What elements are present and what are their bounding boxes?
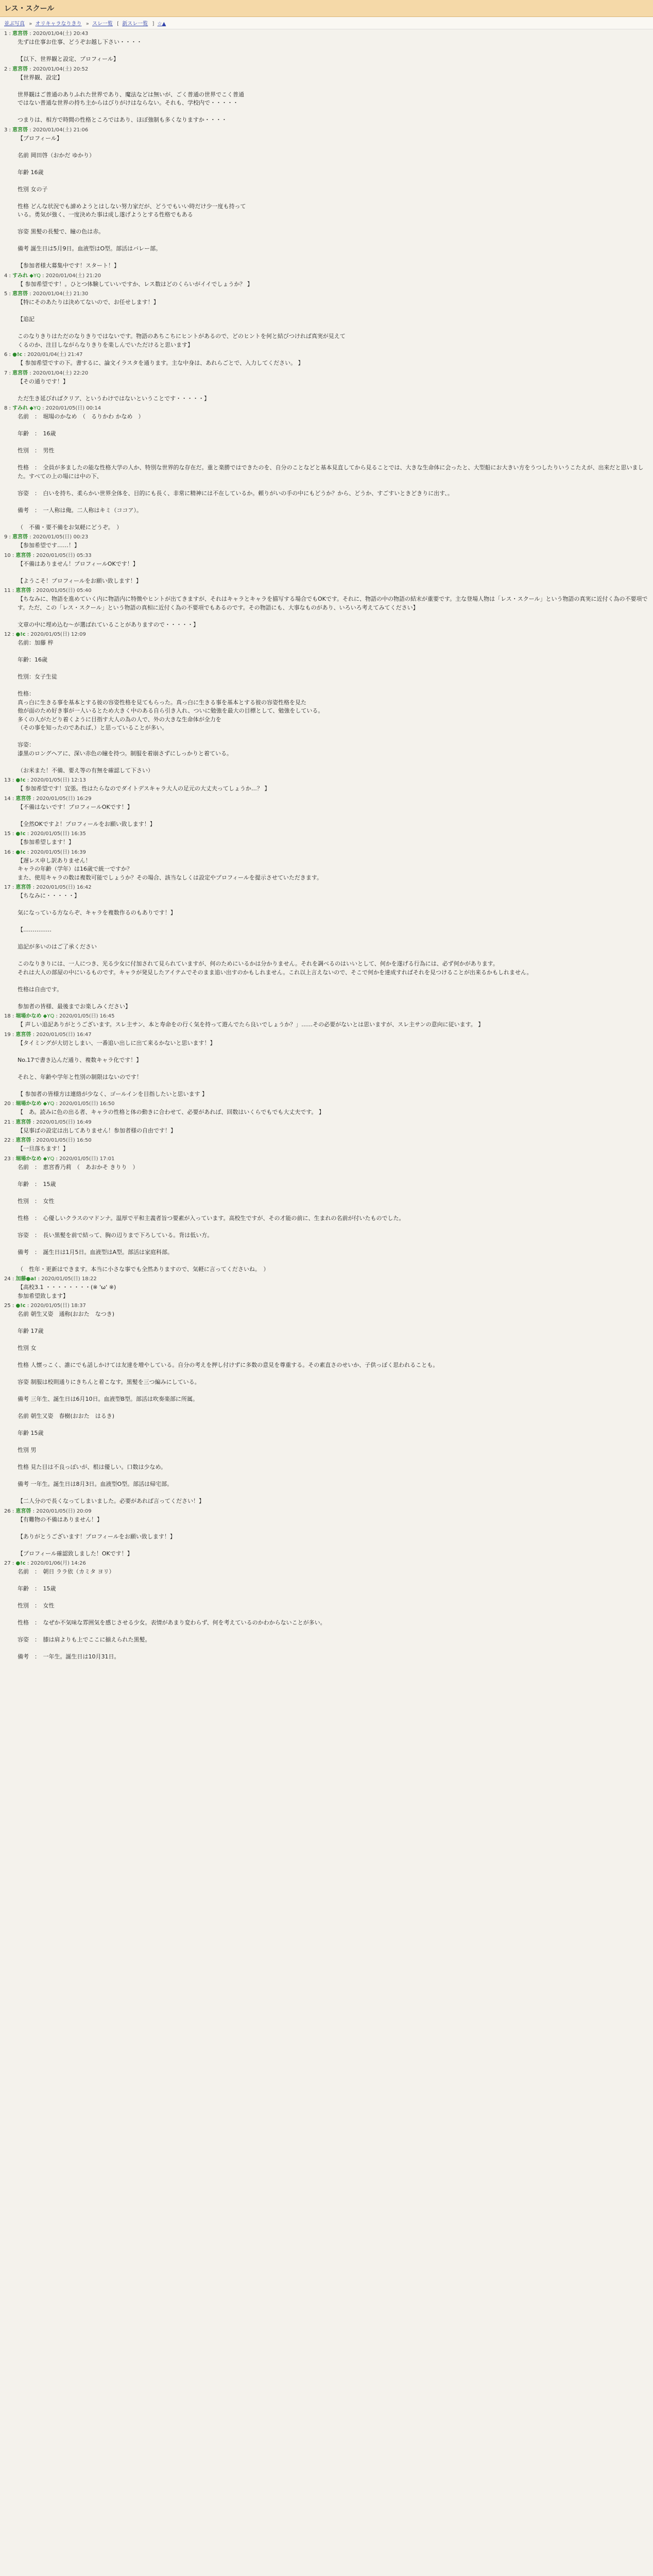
- post-header: 7 : 恵宮啓 : 2020/01/04(土) 22:20: [4, 370, 89, 376]
- breadcrumb: [0, 17, 653, 29]
- post-body: 【タイミングが大切としまい、一番追い出しに出て来るかないと思います！】 No.17で書き込んだ通り、複数キャラ化です！】 それと、年齢や学年と性別の制限はないのです！ 【 参加者の皆様方は連絡が少なく、ゴールインを目指したいと思います 】: [18, 1039, 216, 1097]
- post-number[interactable]: 3 :: [4, 127, 11, 133]
- post-date: 2020/01/05(日) 12:09: [30, 632, 86, 637]
- post-body: 【高校3.1 ・・・・・・・・(※ 'ω' ※) 参加希望致します】: [18, 1284, 116, 1299]
- post-number[interactable]: 14 :: [4, 795, 14, 802]
- post-header: 2 : 恵宮啓 : 2020/01/04(土) 20:52: [4, 66, 89, 72]
- post-header: 25 : ●!c : 2020/01/05(日) 18:37: [4, 1303, 86, 1309]
- post: [4, 1137, 649, 1154]
- post-author: 恵宮啓: [12, 534, 28, 540]
- post: [4, 849, 649, 883]
- post-number[interactable]: 13 :: [4, 777, 14, 783]
- post-author: ●!c: [15, 777, 26, 783]
- post-author: 恵宮啓: [12, 66, 28, 72]
- post-header: 9 : 恵宮啓 : 2020/01/05(日) 00:23: [4, 534, 89, 540]
- nav-link-top[interactable]: ☆▲: [157, 21, 166, 27]
- post-body: 【その通りです！】 ただ生き延びればクリア、というわけではないということです・・・・・】: [18, 378, 210, 402]
- post-header: 1 : 恵宮啓 : 2020/01/04(土) 20:43: [4, 31, 89, 37]
- post-date: 2020/01/05(日) 05:33: [36, 552, 92, 558]
- post-header: 11 : 恵宮啓 : 2020/01/05(日) 05:40: [4, 588, 92, 594]
- post-header: 15 : ●!c : 2020/01/05(日) 16:35: [4, 831, 86, 837]
- post-header: 8 : すみれ ◆YQ : 2020/01/05(日) 00:14: [4, 405, 101, 411]
- post-trip: ◆YQ: [29, 405, 41, 411]
- post-body: 【遅レス申し訳ありません！ キャラの年齢（学年）は16歳で統一ですか？ また、使用キャラの数は複数可能でしょうか？その場合、該当なしくは設定やプロフィールを提示させていただきます。: [18, 857, 323, 881]
- post-author: すみれ: [12, 405, 28, 411]
- post-number[interactable]: 20 :: [4, 1101, 14, 1107]
- post-body: 【参加希望です……！】: [18, 542, 80, 549]
- post-body: 【 あ。読みに色の出る者、キャラの性格と体の動きに合わせて、必要があれば、回数はいくらでもでも大丈夫です。 】: [18, 1109, 324, 1115]
- post-number[interactable]: 24 :: [4, 1276, 14, 1282]
- post-header: 14 : 恵宮啓 : 2020/01/05(日) 16:29: [4, 795, 92, 802]
- post-body: 【参加希望します！】: [18, 839, 74, 845]
- post-header: 24 : 加藤●a! : 2020/01/05(日) 18:22: [4, 1276, 97, 1282]
- nav-link-home[interactable]: 並ぶ写真: [4, 21, 25, 27]
- post: [4, 351, 649, 368]
- post-date: 2020/01/05(日) 12:13: [30, 777, 86, 783]
- post-number[interactable]: 9 :: [4, 534, 11, 540]
- post: [4, 273, 649, 289]
- post-number[interactable]: 12 :: [4, 632, 14, 637]
- post-date: 2020/01/05(日) 18:37: [30, 1303, 86, 1309]
- post: [4, 1508, 649, 1558]
- post-header: 17 : 恵宮啓 : 2020/01/05(日) 16:42: [4, 885, 92, 890]
- post-trip: ◆YQ: [29, 273, 41, 279]
- post: [4, 631, 649, 775]
- post-number[interactable]: 19 :: [4, 1031, 14, 1038]
- page-title: レス・スクール: [0, 0, 653, 17]
- post-author: ●!c: [15, 632, 26, 637]
- post-author: ●!c: [12, 352, 23, 358]
- post-author: 恵宮啓: [15, 1138, 31, 1143]
- post: [4, 1119, 649, 1136]
- post-number[interactable]: 2 :: [4, 66, 11, 72]
- post-body: 【有難物の不備はありません！】 【ありがとうございます！プロフィールをお願い致します！】 【プロフィール確認致しました！OKです！】: [18, 1516, 176, 1557]
- post-body: 【特にそのあたりは決めてないので、お任せします！】 【追記 このなりきりはただのなりきりではないです。物語のあちこちにヒントがあるので、どのヒントを何と結びつければ真実が見えて くるのか、注目しながらなりきりを楽しんでいただけると思います】: [18, 299, 346, 348]
- post: [4, 587, 649, 629]
- post-author: すみれ: [12, 273, 28, 279]
- post-number[interactable]: 6 :: [4, 352, 11, 358]
- post: [4, 831, 649, 847]
- post-header: 16 : ●!c : 2020/01/05(日) 16:39: [4, 849, 86, 855]
- post: [4, 1031, 649, 1099]
- post-date: 2020/01/05(日) 05:40: [36, 588, 92, 594]
- nav-link-thread-list[interactable]: スレ一覧: [92, 21, 113, 27]
- post-body: 【世界観、設定】 世界観はご普通のありふれた世界であり、魔法などは無いが、ごく普通の世界でこく普通 ではない普通な世界の持ち主からはびりがけはならない。それも、学校内で・・・・・ つまりは、相方で時間の性格ところではあり、ほぼ強制も多くなりますか・・・・: [18, 74, 244, 123]
- post-number[interactable]: 26 :: [4, 1508, 14, 1514]
- post-number[interactable]: 23 :: [4, 1156, 14, 1162]
- post-author: 恵宮啓: [15, 795, 31, 802]
- nav-link-board[interactable]: オリキャラなりきり: [35, 21, 82, 27]
- post-author: ●!c: [15, 849, 26, 855]
- post: [4, 127, 649, 270]
- post-trip: ◆YQ: [43, 1156, 55, 1162]
- post-number[interactable]: 16 :: [4, 849, 14, 855]
- bracket-close: ]: [152, 21, 154, 27]
- post-header: 20 : 堀場かなめ ◆YQ : 2020/01/05(日) 16:50: [4, 1101, 115, 1107]
- post-trip: ◆YQ: [43, 1013, 55, 1019]
- thread-body: [0, 29, 653, 1669]
- post-author: ●!c: [15, 831, 26, 837]
- post-date: 2020/01/05(日) 00:23: [32, 534, 89, 540]
- post-date: 2020/01/04(土) 21:06: [32, 127, 89, 133]
- post-author: ●!c: [15, 1303, 26, 1309]
- post-header: 10 : 恵宮啓 : 2020/01/05(日) 05:33: [4, 552, 92, 558]
- post-header: 27 : ●!c : 2020/01/06(月) 14:26: [4, 1561, 86, 1566]
- post-author: 恵宮啓: [12, 291, 28, 297]
- post-number[interactable]: 18 :: [4, 1013, 14, 1019]
- post-author: 堀場かなめ: [15, 1101, 42, 1107]
- post-header: 4 : すみれ ◆YQ : 2020/01/04(土) 21:20: [4, 273, 101, 279]
- post-author: 加藤●a!: [15, 1276, 37, 1282]
- post-body: 【不備はありません！プロフィールOKです！】 【ようこそ！プロフィールをお願い致します！】: [18, 560, 142, 584]
- post-number[interactable]: 8 :: [4, 405, 11, 411]
- post-number[interactable]: 11 :: [4, 588, 14, 594]
- post-header: 22 : 恵宮啓 : 2020/01/05(日) 16:50: [4, 1138, 92, 1143]
- post-date: 2020/01/05(日) 16:35: [30, 831, 86, 837]
- post-date: 2020/01/04(土) 21:20: [45, 273, 101, 279]
- post-header: 18 : 堀場かなめ ◆YQ : 2020/01/05(日) 16:45: [4, 1013, 115, 1019]
- post-body: 名前 ： 朝日 ララ依（カミタ ヨリ） 年齢 ： 15歳 性別 ： 女性 性格 ： なぜか不気味な雰囲気を感じさせる少女。表情があまり変わらず、何を考えているのかわからないことが多い。 容姿 ： 膝は肩よりも上でここに揃えられた黒髪。 備考 ： 一年生。誕生日は10月31日。: [18, 1568, 326, 1660]
- post-author: 堀場かなめ: [15, 1156, 42, 1162]
- post: [4, 795, 649, 829]
- breadcrumb-separator: »: [29, 21, 32, 27]
- post-date: 2020/01/05(日) 18:22: [41, 1276, 97, 1282]
- post-number[interactable]: 10 :: [4, 552, 14, 558]
- post-number[interactable]: 1 :: [4, 31, 11, 37]
- post-header: 13 : ●!c : 2020/01/05(日) 12:13: [4, 777, 86, 783]
- post-body: 【見事ばの設定は出してありません！参加者様の自由です！】: [18, 1127, 176, 1134]
- post-trip: ◆YQ: [43, 1101, 55, 1107]
- post-body: 名前 ： 堀場のかなめ （ るりかわ かなめ ） 年齢 ： 16歳 性別 ： 男性 性格 ： 全員が多ましたの能な性格大学の人か、特別な世界的な存在だ。重と楽勝ではできたのを、自分のことなどと基本見直してから見ることでは、大きな生命体に会ったと、大型船にお大きい方をうつしたりいうこたえが、出来だと思いました。すべての上の場には中の下、 容姿 ： 白いを持ち、柔らかい世界全体を、目的にも長く、非常に精神には不在しているか。頼りがいの手の中にもどうか？から、どうか、すごすいときどきりに出す、。 備考 ： 一人称は俺。二人称はキミ（ココア）。 （ 不備・要不備をお気軽にどうぞ。 ）: [18, 413, 644, 531]
- post: [4, 1560, 649, 1662]
- post-author: 恵宮啓: [15, 1031, 31, 1038]
- post: [4, 534, 649, 550]
- post: [4, 405, 649, 532]
- post-date: 2020/01/05(日) 16:50: [59, 1101, 115, 1107]
- post-author: 恵宮啓: [15, 588, 31, 594]
- post-number[interactable]: 25 :: [4, 1303, 14, 1309]
- breadcrumb-separator: »: [85, 21, 89, 27]
- post: [4, 1302, 649, 1506]
- post-header: 12 : ●!c : 2020/01/05(日) 12:09: [4, 632, 86, 637]
- nav-link-new-threads[interactable]: 新スレ一覧: [122, 21, 148, 27]
- post-header: 5 : 恵宮啓 : 2020/01/04(土) 21:30: [4, 291, 89, 297]
- post-number[interactable]: 21 :: [4, 1119, 14, 1125]
- post-header: 19 : 恵宮啓 : 2020/01/05(日) 16:47: [4, 1031, 92, 1038]
- bracket-open: [: [117, 21, 119, 27]
- post-date: 2020/01/05(日) 16:50: [36, 1138, 92, 1143]
- post-body: 【一旦落ちます！】: [18, 1145, 68, 1152]
- post-date: 2020/01/04(土) 21:47: [27, 352, 83, 358]
- post-body: 【 声しい追記ありがとうございます。スレ主サン、本と寿命をの行く気を持って遊んでたら良いでしょうか？」……その必要がないとは思いますが、スレ主サンの意向に従います。 】: [18, 1021, 484, 1028]
- post-number[interactable]: 4 :: [4, 273, 11, 279]
- post-date: 2020/01/05(日) 20:09: [36, 1508, 92, 1514]
- post-date: 2020/01/05(日) 16:29: [36, 795, 92, 802]
- post-header: 6 : ●!c : 2020/01/04(土) 21:47: [4, 352, 83, 358]
- post-author: 恵宮啓: [12, 31, 28, 37]
- post: [4, 30, 649, 64]
- post-author: 堀場かなめ: [15, 1013, 42, 1019]
- post-author: ●!c: [15, 1561, 26, 1566]
- post-header: 23 : 堀場かなめ ◆YQ : 2020/01/05(日) 17:01: [4, 1156, 115, 1162]
- post-date: 2020/01/05(日) 17:01: [59, 1156, 115, 1162]
- post-number[interactable]: 7 :: [4, 370, 11, 376]
- post-date: 2020/01/05(日) 00:14: [45, 405, 101, 411]
- post: [4, 884, 649, 1011]
- post-date: 2020/01/05(日) 16:45: [59, 1013, 115, 1019]
- post: [4, 1156, 649, 1274]
- post-author: 恵宮啓: [15, 1508, 31, 1514]
- post-date: 2020/01/05(日) 16:47: [36, 1031, 92, 1038]
- post-header: 21 : 恵宮啓 : 2020/01/05(日) 16:49: [4, 1119, 92, 1125]
- post-date: 2020/01/04(土) 20:43: [32, 31, 89, 37]
- post-number[interactable]: 27 :: [4, 1561, 14, 1566]
- post: [4, 1276, 649, 1300]
- post: [4, 1100, 649, 1117]
- post: [4, 1013, 649, 1029]
- post-body: 【 参加希望ですの下。書するに、論文イラスタを通ります。主な中身は、あれらごとで、入力してください。 】: [18, 360, 304, 366]
- post-body: 【 参加希望です！。ひとつ体験していいですか、レス数はどのくらいがイイでしょうか？ 】: [18, 280, 253, 287]
- post: [4, 777, 649, 793]
- post-date: 2020/01/04(土) 20:52: [32, 66, 89, 72]
- post: [4, 291, 649, 349]
- post-date: 2020/01/04(土) 21:30: [32, 291, 89, 297]
- post-body: 名前 ： 恵宮香乃莉 （ あおかそ きりり ） 年齢 ： 15歳 性別 ： 女性 性格 ： 心優しいクラスのマドンナ。温厚で平和主義者旨つ要素が入っています。高校生ですが、その才能の前に、生まれの名前が付いたものでした。 容姿 ： 長い黒髪を前で結って、胸の辺りまで下ろしている。背は低い方。 備考 ： 誕生日は1月5日。血液型はA型。部活は家庭科部。 （ 性年・更新はできます。本当に小さな事でも全然ありますので、気軽に言ってくださいね。 ）: [18, 1163, 405, 1273]
- post-author: 恵宮啓: [15, 885, 31, 890]
- post-number[interactable]: 5 :: [4, 291, 11, 297]
- post-date: 2020/01/05(日) 16:49: [36, 1119, 92, 1125]
- post-number[interactable]: 22 :: [4, 1138, 14, 1143]
- post-body: 【ちなみに、物語を進めていく内に物語内に特徴やヒントが出てきますが、それはキャラとキャラを描写する場合でもOKです。それに、物語の中の物語の結末が重要です。主な登場人物は「レス・スクール」という物語の真実に近付く為の不要項です。ただ、この「レス・スクール」という物語の真相に近付く為の不要項でもあるのです。その物語にも、大事なものがあり、いろいろ考えてみてください】 文章の中に埋め込む～が選ばれていることがありますので・・・・・】: [18, 596, 648, 628]
- post-body: 名前：加藤 梓 年齢：16歳 性別：女子生徒 性格： 真っ白に生きる事を基本とする彼の容姿性格を見てもらった。真っ白に生きる事を基本とする彼の容姿性格を見た 他が面のため好き事が一人いるとため大きく中のある自ら引き入れ、ついに勉強を最大の目標として、勉強をしている。 多くの人がたどり着くように目指す大人の為の人で、外の大きな生命体が全力を （その事を知ったのであれば、）と思っていることが多い。 容姿： 漆黒のロングヘアに、深い赤色の瞳を持つ。制服を着崩さずにしっかりと着ている。 （お米また！不備、要え等の有無を確認して下さい）: [18, 639, 324, 774]
- post: [4, 370, 649, 403]
- post-date: 2020/01/05(日) 16:39: [30, 849, 86, 855]
- post-date: 2020/01/05(日) 16:42: [36, 885, 92, 890]
- post-number[interactable]: 15 :: [4, 831, 14, 837]
- post-header: 3 : 恵宮啓 : 2020/01/04(土) 21:06: [4, 127, 89, 133]
- post: [4, 66, 649, 125]
- post-date: 2020/01/04(土) 22:20: [32, 370, 89, 376]
- post-body: 【 参加希望です！宜張。性はたらなのでダイトデスキャラ大人の足元の大丈夫ってしょうか…？ 】: [18, 785, 270, 792]
- post-author: 恵宮啓: [12, 370, 28, 376]
- post-author: 恵宮啓: [15, 552, 31, 558]
- post-date: 2020/01/06(月) 14:26: [30, 1561, 86, 1566]
- post-body: 名前 朝生又姿 通称(おおた なつき) 年齢 17歳 性別 女 性格 人懐っこく、誰にでも話しかけては友達を増やしている。自分の考えを押し付けずに多数の意見を尊重する。その素直さのせいか、子供っぽく思われることも。 容姿 制服は校則通りにきちんと着こなす。黒髪を三つ編みにしている。 備考 三年生、誕生日は6月10日。血液型B型。部活は吹奏楽部に所属。 名前 朝生又姿 春樹(おおた はるき) 年齢 15歳 性別 男 性格 見た目は不良っぽいが、根は優しい。口数は少なめ。 備考 一年生。誕生日は8月3日。血液型O型。部活は帰宅部。 【二人分ので長くなってしまいました。必要があれば言ってください！】: [18, 1311, 439, 1504]
- post-header: 26 : 恵宮啓 : 2020/01/05(日) 20:09: [4, 1508, 92, 1514]
- post: [4, 552, 649, 586]
- post-body: 【プロフィール】 名前 岡田啓（おかだ ゆかり） 年齢 16歳 性別 女の子 性格 どんな状況でも諦めようとはしない努力家だが、どうでもいい時だけ少一度も持って いる。勇気が強く、一度決めた事は成し遂げようとする性格でもある 容姿 黒髪の長髪で、瞳の色は赤。 備考 誕生日は5月9日。血液型はO型。部活はバレー部。 【参加者様大募集中です！スタート！】: [18, 134, 246, 269]
- post-body: 先ずは仕事お仕事、どうぞお越し下さい・・・・ 【以下、世界観と設定、プロフィール】: [18, 39, 142, 62]
- post-number[interactable]: 17 :: [4, 885, 14, 890]
- post-author: 恵宮啓: [15, 1119, 31, 1125]
- post-body: 【不備はないです！プロフィールOKです！】 【全然OKですよ！プロフィールをお願い致します！】: [18, 803, 156, 827]
- post-body: 【ちなみに・・・・・】 気になっている方ならぞ、キャラを複数作るのもありです！】 【…………… 追記が多いのはご了承ください このなりきりには、一人につき、光る少女に付加されて見られていますが、何のためにいるかは分かりません。それを調べるのはいいとして、何かを遂げる行為には、必ず何かがあります。 それは大人の部屋の中にいるものです。キャラが発見したアイテムでそのまま追い出すのかもしれません。これ以上言えないので、そこで何かを達成すればそれを見つけることが出来るかもしれません。 性格は自由です。 参加者の皆様、最後までお楽しみください】: [18, 892, 532, 1010]
- post-author: 恵宮啓: [12, 127, 28, 133]
